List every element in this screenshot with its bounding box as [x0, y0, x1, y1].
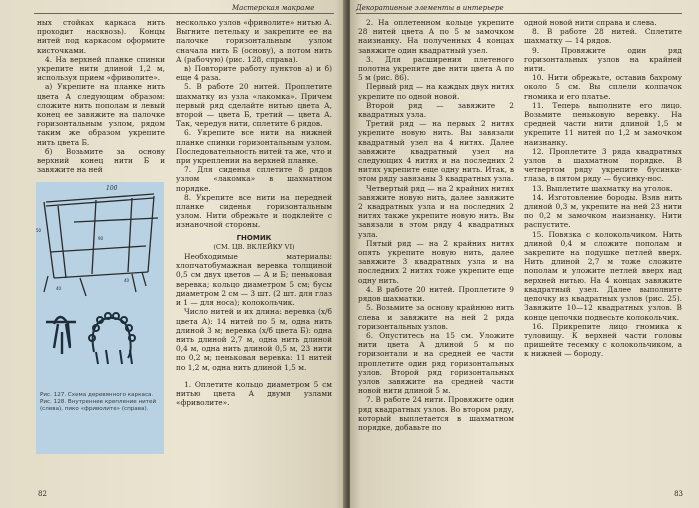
paragraph: 3. Для расширения плетеного полотна укрепите две нити цвета А по 5 м (рис. 86). [358, 54, 514, 83]
paragraph: 11. Теперь выполните его лицо. Возьмите пеньковую веревку. На средней части нити длиной 1,5 м укрепите 11 нитей по 1,2 м замочком наизнанку. [524, 100, 682, 147]
paragraph: 2. На оплетенном кольце укрепите 28 нитей цвета А по 5 м замочком наизнанку. На полученных 4 концах завяжите один квадратный узел. [358, 18, 514, 55]
paragraph: 8. Укрепите все нити на передней планке сиденья горизонтальным узлом. Нити обрежьте и подклейте с изнаночной стороны. [176, 192, 332, 230]
paragraph: 8. В работе 28 нитей. Сплетите шахматку — 14 рядов. [524, 27, 682, 46]
svg-text:50: 50 [36, 228, 42, 233]
figure-wooden-frame [36, 182, 164, 454]
figure-caption [40, 392, 164, 413]
left-page-number: 82 [38, 490, 47, 498]
paragraph: 7. В работе 24 нити. Провяжите один ряд квадратных узлов. Во втором ряду, который выплетается в шахматном порядке, добавьте по [358, 395, 514, 432]
caption-fig-128: Рис. 128. Внутреннее крепление нитей (слева), пико «фриволите» (справа). [40, 399, 157, 412]
section-title: ГНОМИК [236, 233, 272, 242]
section-subtitle: (СМ. ЦВ. ВКЛЕЙКУ VI) [213, 242, 295, 251]
paragraph: несколько узлов «фриволите» нитью А. Выгните петельку и закрепите ее на палочке горизонтальным узлом сначала нить Б (основу), а потом нить А (рабочую) (рис. 128, справа). [176, 18, 332, 64]
paragraph: Необходимые материалы: хлопчатобумажная веревка толщиной 0,5 см двух цветов — А и Б; пеньковая веревка; кольцо диаметром 5 см; бусы диаметром 2 см — 3 шт. (2 шт. для глаз и 1 — для носа); колокольчик. [176, 252, 332, 308]
left-column-2-text [176, 18, 332, 407]
right-column-2-text [524, 18, 682, 359]
frame-diagram-illustration [36, 182, 164, 454]
right-page [350, 0, 699, 508]
paragraph: 6. Опуститесь на 15 см. Уложите нити цвета А длиной 5 м по горизонтали и на средней ее части проплетите один ряд горизонтальных узлов. Второй ряд горизонтальных узлов завяжите на средней части новой нити длиной 5 м. [358, 330, 514, 396]
left-page-header: Мастерская макраме [232, 4, 315, 12]
paragraph: 5. Возьмите за основу крайнюю нить слева и завяжите на ней 2 ряда горизонтальных узлов. [358, 303, 514, 331]
paragraph: Пятый ряд — на 2 крайних нитях опять укрепите новую нить, далее завяжите 3 квадратных узла и на последних 2 нитях тоже укрепите еще одну нить. [358, 238, 514, 285]
paragraph: 10. Нити обрежьте, оставив бахрому около 5 см. Вы сплели колпачок гномика и его платье. [524, 73, 682, 101]
svg-text:40: 40 [124, 278, 130, 283]
paragraph: 1. Оплетите кольцо диаметром 5 см нитью цвета А двумя узлами «фриволите». [176, 379, 332, 408]
svg-text:90: 90 [98, 236, 104, 241]
right-page-header: Декоративные элементы в интерьере [356, 4, 504, 12]
paragraph: Третий ряд — на первых 2 нитях укрепите новую нить. Вы завязали квадратный узел на 4 нитях. Далее завяжите квадратный узел на следующих 4 нитях и на последних 2 нитях укрепите еще одну нить. Итак, в этом ряду завязаны 3 квадратных узла. [358, 119, 514, 184]
paragraph: Первый ряд — на каждых двух нитях укрепите по одной новой. [358, 82, 514, 101]
paragraph: 16. Прикрепите лицо гномика к туловищу. К верхней части головы пришейте тесемку с колокольчиком, а к нижней — бороду. [524, 321, 682, 359]
paragraph: а) Укрепите на планке нить цвета А следующим образом: сложите нить пополам и левый конец ее завяжите на палочке горизонтальным узлом, рядом таким же образом укрепите нить цвета Б. [37, 82, 165, 147]
left-column-1-text [37, 18, 165, 174]
paragraph: 6. Укрепите все нити на нижней планке спинки горизонтальным узлом. Последовательность нитей та же, что и при укреплении на верхней планке. [176, 128, 332, 166]
paragraph: 7. Для сиденья сплетите 8 рядов узлом «лакомка» в шахматном порядке. [176, 165, 332, 193]
paragraph: 12. Проплетите 3 ряда квадратных узлов в шахматном порядке. В четвертом ряду укрепите бусинки-глаза, в пятом ряду — бусинку-нос. [524, 146, 682, 184]
paragraph: 13. Выплетите шахматку на уголок. [532, 183, 673, 193]
right-column-1-text [358, 18, 514, 432]
paragraph: 5. В работе 20 нитей. Проплетите шахматку из узла «лакомка». Причем первый ряд сделайте нитью цвета А, второй — цвета Б, третий — цвета А. Так, чередуя нити, сплетите 6 рядов. [176, 82, 332, 129]
paragraph: Число нитей и их длина: веревка (х/б цвета А): 14 нитей по 5 м, одна нить длиной 3 м; веревка (х/б цвета Б): одна нить длиной 2,7 м, одна нить длиной 0,4 м, одна нить длиной 0,5 м, 23 нити по 0,2 м; пеньковая веревка: 11 нитей по 1,2 м, одна нить длиной 1,5 м. [176, 307, 332, 372]
svg-text:40: 40 [56, 286, 62, 291]
paragraph: 9. Провяжите один ряд горизонтальных узлов на крайней нити. [524, 45, 682, 74]
paragraph: 4. В работе 20 нитей. Проплетите 9 рядов шахматки. [358, 284, 514, 304]
caption-fig-127: Рис. 127. Схема деревянного каркаса. [40, 392, 154, 398]
paragraph: ных стойках каркаса нить проходит насквозь). Концы нитей под каркасом оформите кисточками. [37, 18, 165, 55]
paragraph: одной новой нити справа и слева. [524, 18, 657, 27]
paragraph: 4. На верхней планке спинки укрепите нити длиной 1,2 м, используя прием «фриволите». [37, 54, 165, 83]
paragraph: Второй ряд — завяжите 2 квадратных узла. [358, 100, 514, 120]
paragraph: 15. Повязка с колокольчиком. Нить длиной 0,4 м сложите пополам и закрепите на подушке петлей вверх. Нить длиной 2,7 м тоже сложите пополам и уложите петлей вверх над верхней нитью. На 4 концах завяжите квадратный узел. Далее выполните цепочку из квадратных узлов (рис. 25). Завяжите 10—12 квадратных узлов. В конце цепочки подвесьте колокольчик. [524, 229, 682, 322]
dimension-label-100: 100 [106, 185, 118, 192]
right-header-rule [356, 13, 682, 14]
paragraph: б) Возьмите за основу верхний конец нити Б и завяжите на ней [37, 146, 165, 175]
paragraph: Четвертый ряд — на 2 крайних нитях завяжите новую нить, далее завяжите 2 квадратных узла и на последних 2 нитях также укрепите новую нить. Вы завязали в этом ряду 4 квадратных узла. [358, 183, 514, 239]
left-header-rule [34, 13, 334, 14]
right-page-number: 83 [674, 490, 683, 498]
paragraph: в) Повторите работу пунктов а) и б) еще 4 раза. [176, 64, 332, 83]
left-page [0, 0, 346, 508]
paragraph: 14. Изготовление бороды. Взяв нить длиной 0,3 м, укрепите на ней 23 нити по 0,2 м замочком наизнанку. Нити распустите. [524, 192, 682, 230]
